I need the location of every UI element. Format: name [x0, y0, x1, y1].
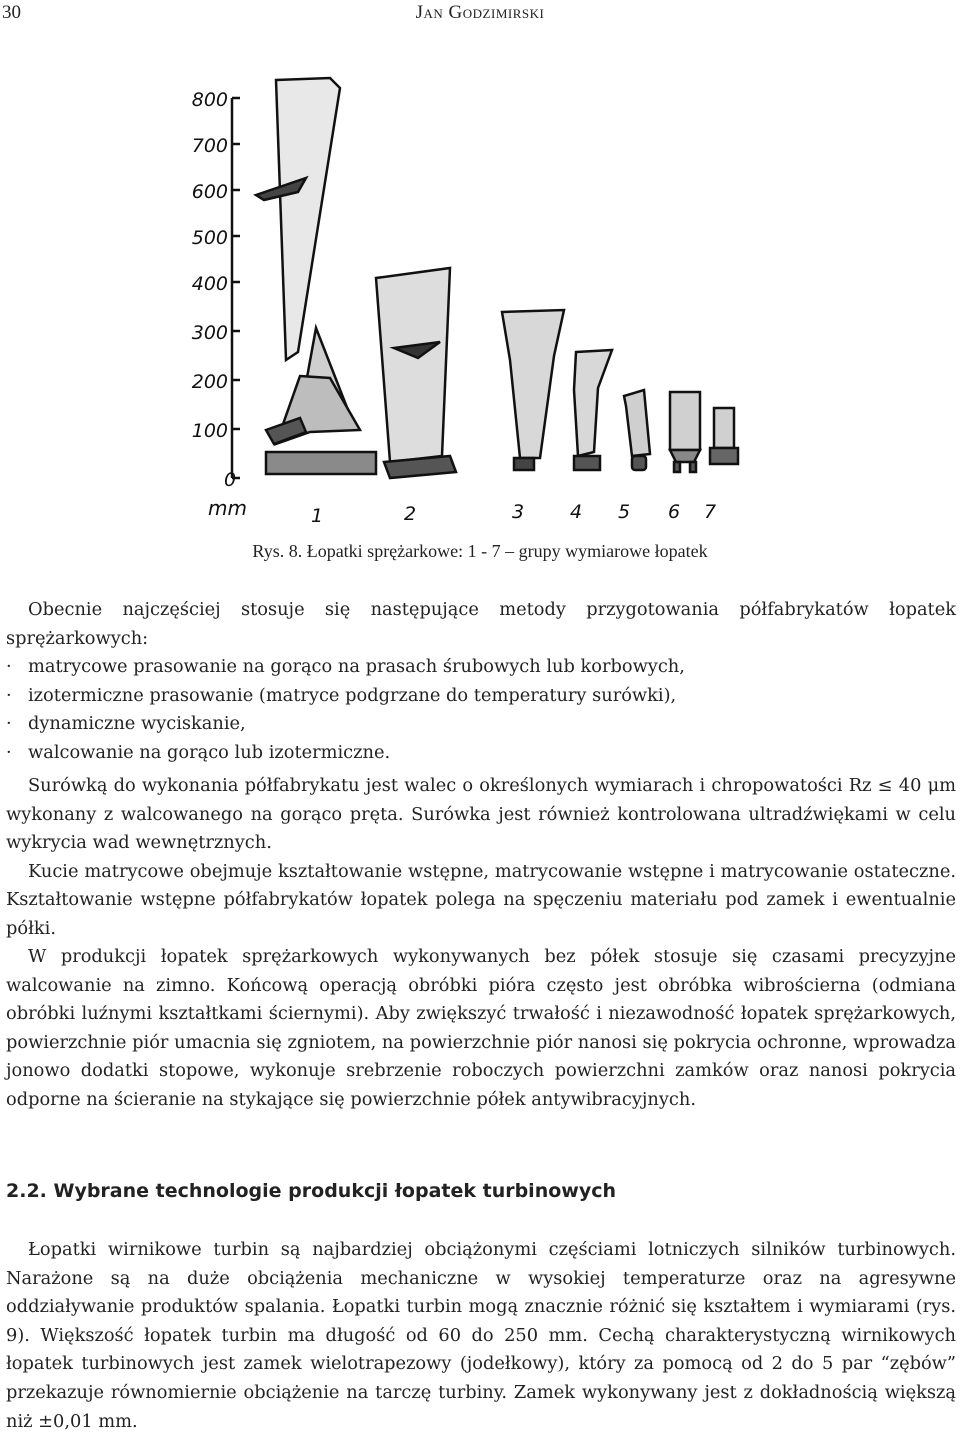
blade-5	[624, 390, 650, 470]
unit-label: mm	[208, 496, 247, 520]
paragraph: Kucie matrycowe obejmuje kształtowanie wstępne, matrycowanie wstępne i matrycowanie ostateczne. Kształtowanie wstępne półfabrykatów łopatek polega na spęczeniu materiału pod zamek i ewentualnie półki.	[6, 860, 956, 939]
y-tick-label: 500	[191, 227, 228, 249]
figure-caption: Rys. 8. Łopatki sprężarkowe: 1 - 7 – grupy wymiarowe łopatek	[252, 541, 708, 561]
list-item: · matrycowe prasowanie na gorąco na prasach śrubowych lub korbowych,	[6, 653, 956, 682]
list-item: · walcowanie na gorąco lub izotermiczne.	[6, 739, 956, 768]
y-tick-label: 200	[191, 371, 228, 393]
method-list	[6, 653, 956, 767]
running-head-author: Jan Godzimirski	[415, 2, 545, 23]
page-header	[0, 0, 960, 40]
blade-4	[574, 350, 612, 470]
figure-compressor-blades	[180, 60, 780, 540]
intro-paragraph: Obecnie najczęściej stosuje się następujące metody przygotowania półfabrykatów łopatek sprężarkowych:	[6, 599, 956, 649]
group-label: 3	[511, 501, 525, 523]
group-label: 7	[703, 501, 717, 523]
blade-1	[256, 78, 376, 474]
y-tick-label: 800	[191, 89, 228, 111]
paragraph: Łopatki wirnikowe turbin są najbardziej obciążonymi częściami lotniczych silników turbinowych. Narażone są na duże obciążenia mechaniczne w wysokiej temperaturze oraz na agresywne oddziaływanie produktów spalania. Łopatki turbin mogą znacznie różnić się kształtem i wymiarami (rys. 9). Większość łopatek turbin ma długość od 60 do 250 mm. Cechą charakterystyczną wirnikowych łopatek turbinowych jest zamek wielotrapezowy (jodełkowy), który za pomocą od 2 do 5 par “zębów” przekazuje równomiernie obciążenie na tarczę turbiny. Zamek wykonywany jest z dokładnością większą niż ±0,01 mm.	[6, 1239, 956, 1432]
list-item: · dynamiczne wyciskanie,	[6, 710, 956, 739]
y-tick-label: 400	[191, 273, 228, 295]
blade-2	[376, 268, 456, 478]
page-number: 30	[2, 2, 21, 23]
y-tick-label: 100	[191, 420, 228, 442]
list-item: · izotermiczne prasowanie (matryce podgrzane do temperatury surówki),	[6, 682, 956, 711]
paragraph: Surówką do wykonania półfabrykatu jest walec o określonych wymiarach i chropowatości Rz ≤ 40 μm wykonany z walcowanego na gorąco pręta. Surówka jest również kontrolowana ultradźwiękami w celu wykrycia wad wewnętrznych.	[6, 775, 956, 853]
y-tick-label: 300	[191, 322, 228, 344]
group-label: 4	[569, 501, 583, 523]
blade-6	[670, 392, 700, 472]
y-tick-label: 600	[191, 181, 228, 203]
blade-7	[710, 408, 738, 464]
paragraph: W produkcji łopatek sprężarkowych wykonywanych bez półek stosuje się czasami precyzyjne walcowanie na zimno. Końcową operacją obróbki pióra często jest obróbka wibrościerna (odmiana obróbki luźnymi kształtkami ściernymi). Aby zwiększyć trwałość i niezawodność łopatek sprężarkowych, powierzchnie piór umacnia się zgniotem, na powierzchnie piór nanosi się pokrycia ochronne, wprowadza jonowo dodatki stopowe, wykonuje srebrzenie roboczych powierzchni zamków oraz nanosi pokrycia odporne na ścieranie na stykające się powierzchnie półek antywibracyjnych.	[6, 946, 956, 1110]
body-section-1	[6, 596, 956, 1114]
blade-3	[502, 310, 564, 470]
group-label: 5	[617, 501, 631, 523]
section-heading: 2.2. Wybrane technologie produkcji łopatek turbinowych	[6, 1180, 617, 1202]
group-label: 2	[403, 503, 417, 525]
group-label: 6	[667, 501, 681, 523]
y-tick-label: 700	[191, 135, 228, 157]
scale-axis	[232, 98, 240, 478]
group-label: 1	[310, 505, 324, 527]
body-section-2	[6, 1236, 956, 1436]
y-tick-label: 0	[224, 469, 237, 491]
